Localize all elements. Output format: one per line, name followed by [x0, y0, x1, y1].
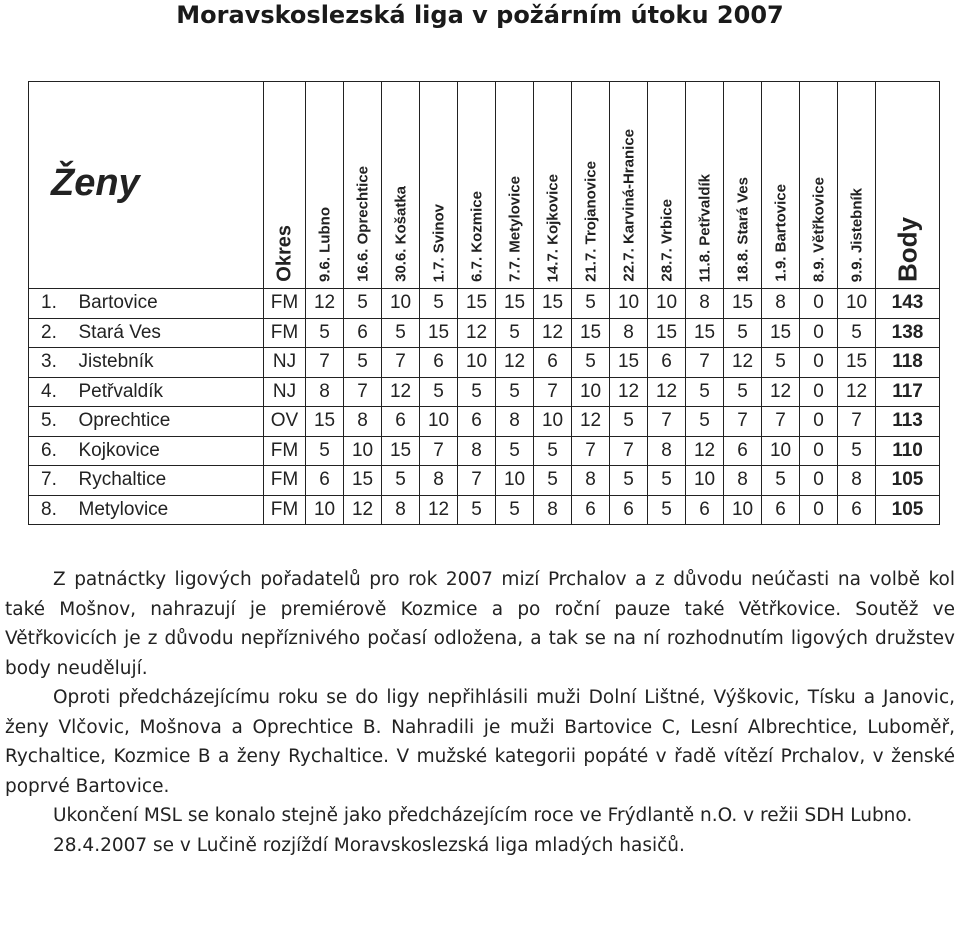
team-cell: Rychaltice [77, 466, 264, 496]
points-cell: 0 [800, 436, 838, 466]
okres-cell: FM [264, 495, 306, 525]
points-cell: 12 [382, 377, 420, 407]
rank-cell: 8. [29, 495, 77, 525]
article-paragraph: 28.4.2007 se v Lučině rozjíždí Moravskoslezská liga mladých hasičů. [53, 834, 685, 856]
rank-cell: 4. [29, 377, 77, 407]
event-header [838, 82, 876, 289]
group-header [29, 82, 264, 289]
event-header [800, 82, 838, 289]
event-header [382, 82, 420, 289]
event-header-label: 1.7. Svinov [430, 203, 448, 282]
points-cell: 0 [800, 407, 838, 437]
article-paragraph: Ukončení MSL se konalo stejně jako předcházejícím roce ve Frýdlantě n.O. v režii SDH Lubno. [53, 805, 913, 826]
points-cell: 10 [344, 436, 382, 466]
article-paragraph: Z patnáctky ligových pořadatelů pro rok 2007 mizí Prchalov a z důvodu neúčasti na volbě kol také Mošnov, nahrazují je premiérově Kozmice a po roční pauze také Větřkovice. Soutěž ve Větřkovicích je z důvodu nepříznivého počasí odložena, a tak se na ní rozhodnutím ligových družstev body neudělují. [5, 569, 955, 679]
rank-cell: 7. [29, 466, 77, 496]
points-cell: 7 [610, 436, 648, 466]
points-cell: 5 [306, 318, 344, 348]
event-header-label: 9.6. Lubno [316, 207, 334, 282]
points-cell: 8 [344, 407, 382, 437]
points-cell: 15 [344, 466, 382, 496]
points-cell: 8 [686, 289, 724, 319]
points-cell: 6 [686, 495, 724, 525]
page-title: Moravskoslezská liga v požárním útoku 2007 [176, 1, 784, 29]
points-cell: 5 [724, 377, 762, 407]
event-header [724, 82, 762, 289]
points-cell: 15 [686, 318, 724, 348]
okres-cell: FM [264, 318, 306, 348]
points-cell: 6 [344, 318, 382, 348]
points-cell: 8 [382, 495, 420, 525]
team-cell: Oprechtice [77, 407, 264, 437]
points-cell: 5 [458, 377, 496, 407]
total-cell: 105 [876, 466, 940, 496]
group-title: Ženy [51, 162, 140, 204]
points-cell: 7 [724, 407, 762, 437]
team-cell: Bartovice [77, 289, 264, 319]
points-cell: 15 [496, 289, 534, 319]
event-header [648, 82, 686, 289]
points-cell: 10 [686, 466, 724, 496]
points-cell: 10 [648, 289, 686, 319]
points-cell: 7 [382, 348, 420, 378]
event-header-label: 6.7. Kozmice [468, 191, 486, 282]
points-cell: 5 [458, 495, 496, 525]
points-cell: 10 [382, 289, 420, 319]
points-cell: 8 [534, 495, 572, 525]
event-header [496, 82, 534, 289]
points-cell: 8 [724, 466, 762, 496]
points-cell: 5 [496, 495, 534, 525]
points-cell: 5 [648, 495, 686, 525]
points-cell: 15 [762, 318, 800, 348]
points-cell: 10 [534, 407, 572, 437]
table-row [29, 348, 940, 378]
points-cell: 5 [420, 377, 458, 407]
points-cell: 7 [306, 348, 344, 378]
points-cell: 5 [534, 466, 572, 496]
total-header-label: Body [892, 217, 923, 282]
header-row [29, 82, 940, 289]
points-cell: 0 [800, 289, 838, 319]
rank-cell: 3. [29, 348, 77, 378]
table-row [29, 495, 940, 525]
points-cell: 12 [306, 289, 344, 319]
points-cell: 12 [420, 495, 458, 525]
points-cell: 6 [306, 466, 344, 496]
points-cell: 15 [838, 348, 876, 378]
okres-cell: OV [264, 407, 306, 437]
points-cell: 12 [610, 377, 648, 407]
event-header-label: 8.9. Větřkovice [810, 176, 828, 282]
points-cell: 5 [838, 318, 876, 348]
points-cell: 15 [724, 289, 762, 319]
points-cell: 12 [648, 377, 686, 407]
points-cell: 10 [420, 407, 458, 437]
points-cell: 0 [800, 495, 838, 525]
event-header-label: 11.8. Petřvaldík [696, 173, 714, 282]
points-cell: 6 [458, 407, 496, 437]
event-header-label: 30.6. Košatka [392, 186, 410, 282]
points-cell: 5 [610, 466, 648, 496]
table-row [29, 436, 940, 466]
rank-cell: 6. [29, 436, 77, 466]
points-cell: 7 [648, 407, 686, 437]
points-cell: 12 [686, 436, 724, 466]
points-cell: 5 [344, 289, 382, 319]
event-header-label: 18.8. Stará Ves [734, 176, 752, 282]
points-cell: 15 [572, 318, 610, 348]
points-cell: 10 [724, 495, 762, 525]
table-row [29, 377, 940, 407]
points-cell: 12 [838, 377, 876, 407]
points-cell: 5 [762, 348, 800, 378]
points-cell: 8 [572, 466, 610, 496]
points-cell: 6 [420, 348, 458, 378]
points-cell: 12 [762, 377, 800, 407]
points-cell: 8 [610, 318, 648, 348]
points-cell: 15 [458, 289, 496, 319]
points-cell: 10 [572, 377, 610, 407]
points-cell: 7 [420, 436, 458, 466]
points-cell: 0 [800, 348, 838, 378]
points-cell: 12 [572, 407, 610, 437]
event-header [762, 82, 800, 289]
points-cell: 6 [762, 495, 800, 525]
points-cell: 6 [534, 348, 572, 378]
points-cell: 10 [838, 289, 876, 319]
event-header-label: 21.7. Trojanovice [582, 161, 600, 282]
points-cell: 5 [724, 318, 762, 348]
event-header-label: 7.7. Metylovice [506, 176, 524, 282]
points-cell: 5 [420, 289, 458, 319]
points-cell: 0 [800, 377, 838, 407]
total-cell: 118 [876, 348, 940, 378]
points-cell: 7 [534, 377, 572, 407]
results-table [28, 81, 940, 525]
points-cell: 8 [420, 466, 458, 496]
team-cell: Kojkovice [77, 436, 264, 466]
rank-cell: 5. [29, 407, 77, 437]
points-cell: 5 [610, 407, 648, 437]
total-cell: 113 [876, 407, 940, 437]
total-cell: 138 [876, 318, 940, 348]
article-paragraph: Oproti předcházejícímu roku se do ligy nepřihlásili muži Dolní Lištné, Výškovic, Tísku a Janovic, ženy Vlčovic, Mošnova a Oprechtice B. Nahradili je muži Bartovice C, Lesní Albrechtice, Luboměř, Rychaltice, Kozmice B a ženy Rychaltice. V mužské kategorii popáté v řadě vítězí Prchalov, v ženské poprvé Bartovice. [5, 687, 955, 797]
points-cell: 8 [306, 377, 344, 407]
okres-header [264, 82, 306, 289]
points-cell: 5 [686, 407, 724, 437]
event-header-label: 28.7. Vrbice [658, 199, 676, 282]
rank-cell: 2. [29, 318, 77, 348]
points-cell: 5 [382, 466, 420, 496]
table-row [29, 407, 940, 437]
points-cell: 7 [686, 348, 724, 378]
event-header [572, 82, 610, 289]
article [5, 565, 955, 860]
points-cell: 10 [610, 289, 648, 319]
points-cell: 15 [306, 407, 344, 437]
points-cell: 10 [762, 436, 800, 466]
points-cell: 8 [762, 289, 800, 319]
points-cell: 7 [458, 466, 496, 496]
points-cell: 5 [496, 436, 534, 466]
points-cell: 0 [800, 466, 838, 496]
okres-cell: FM [264, 466, 306, 496]
points-cell: 5 [686, 377, 724, 407]
points-cell: 5 [762, 466, 800, 496]
points-cell: 10 [306, 495, 344, 525]
event-header [306, 82, 344, 289]
points-cell: 5 [496, 318, 534, 348]
event-header [610, 82, 648, 289]
points-cell: 10 [496, 466, 534, 496]
points-cell: 7 [344, 377, 382, 407]
points-cell: 8 [458, 436, 496, 466]
points-cell: 7 [762, 407, 800, 437]
rank-cell: 1. [29, 289, 77, 319]
points-cell: 8 [496, 407, 534, 437]
points-cell: 5 [496, 377, 534, 407]
points-cell: 6 [648, 348, 686, 378]
points-cell: 5 [306, 436, 344, 466]
points-cell: 5 [382, 318, 420, 348]
team-cell: Metylovice [77, 495, 264, 525]
points-cell: 6 [610, 495, 648, 525]
table-row [29, 289, 940, 319]
event-header-label: 22.7. Karviná-Hranice [620, 129, 638, 282]
points-cell: 5 [344, 348, 382, 378]
okres-cell: FM [264, 436, 306, 466]
team-cell: Jistebník [77, 348, 264, 378]
points-cell: 0 [800, 318, 838, 348]
points-cell: 5 [648, 466, 686, 496]
total-cell: 105 [876, 495, 940, 525]
okres-cell: FM [264, 289, 306, 319]
event-header [344, 82, 382, 289]
event-header-label: 14.7. Kojkovice [544, 173, 562, 282]
points-cell: 8 [648, 436, 686, 466]
event-header-label: 1.9. Bartovice [772, 184, 790, 282]
points-cell: 6 [838, 495, 876, 525]
team-cell: Petřvaldík [77, 377, 264, 407]
points-cell: 5 [572, 289, 610, 319]
total-cell: 143 [876, 289, 940, 319]
points-cell: 12 [534, 318, 572, 348]
points-cell: 12 [496, 348, 534, 378]
points-cell: 12 [344, 495, 382, 525]
points-cell: 7 [838, 407, 876, 437]
event-header [534, 82, 572, 289]
points-cell: 8 [838, 466, 876, 496]
table-row [29, 466, 940, 496]
event-header [458, 82, 496, 289]
total-header [876, 82, 940, 289]
points-cell: 15 [610, 348, 648, 378]
points-cell: 5 [534, 436, 572, 466]
points-cell: 15 [420, 318, 458, 348]
points-cell: 5 [838, 436, 876, 466]
okres-cell: NJ [264, 348, 306, 378]
points-cell: 15 [534, 289, 572, 319]
event-header-label: 16.6. Oprechtice [354, 166, 372, 282]
points-cell: 7 [572, 436, 610, 466]
total-cell: 117 [876, 377, 940, 407]
points-cell: 5 [572, 348, 610, 378]
points-cell: 6 [724, 436, 762, 466]
points-cell: 15 [382, 436, 420, 466]
points-cell: 10 [458, 348, 496, 378]
points-cell: 15 [648, 318, 686, 348]
event-header-label: 9.9. Jistebník [848, 187, 866, 282]
table-row [29, 318, 940, 348]
total-cell: 110 [876, 436, 940, 466]
okres-header-label: Okres [273, 225, 296, 282]
event-header [686, 82, 724, 289]
points-cell: 12 [724, 348, 762, 378]
results-body [29, 289, 940, 525]
points-cell: 6 [572, 495, 610, 525]
points-cell: 12 [458, 318, 496, 348]
event-header [420, 82, 458, 289]
team-cell: Stará Ves [77, 318, 264, 348]
okres-cell: NJ [264, 377, 306, 407]
points-cell: 6 [382, 407, 420, 437]
